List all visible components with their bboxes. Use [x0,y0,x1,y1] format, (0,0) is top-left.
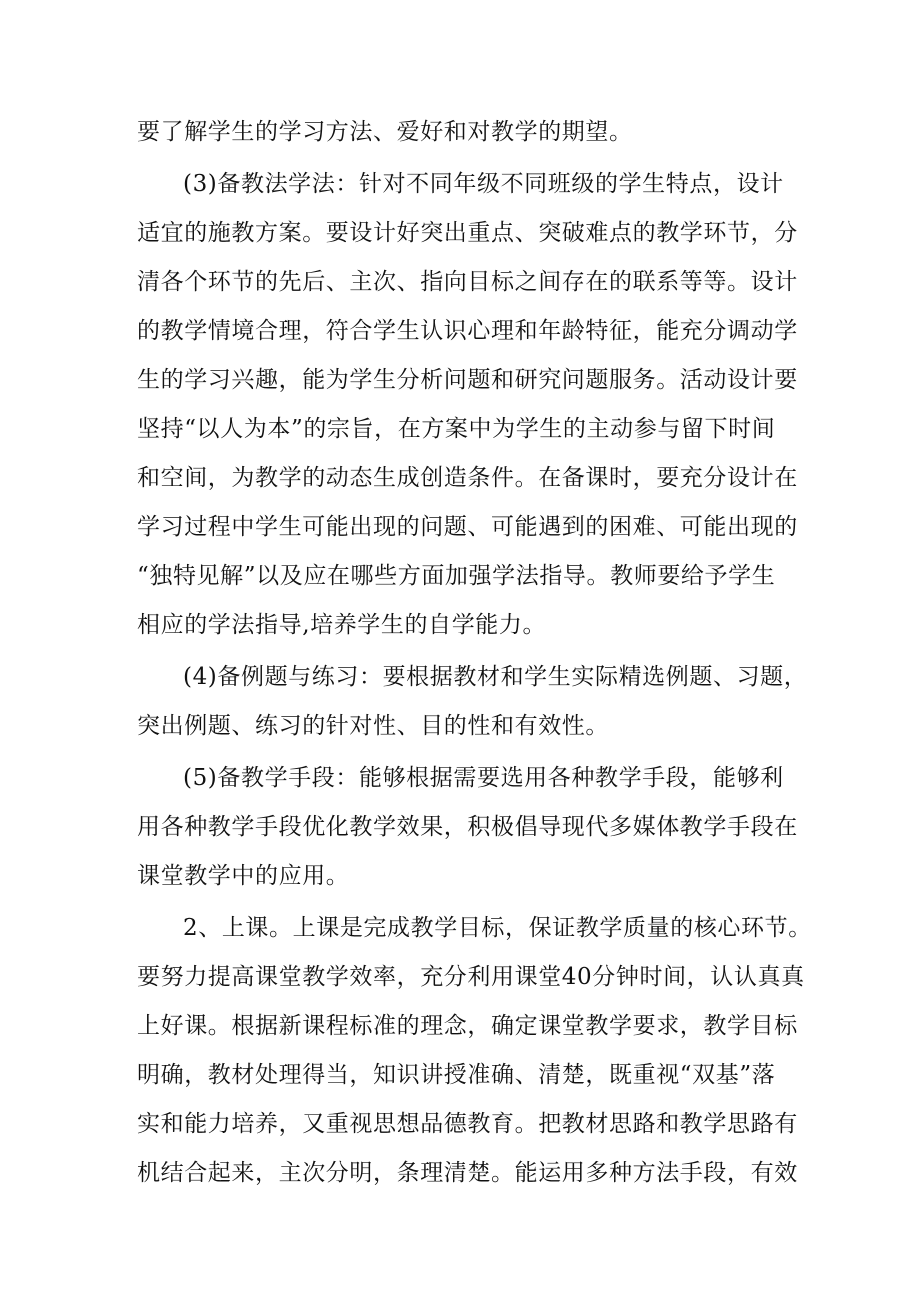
text-line: 适宜的施教方案。要设计好突出重点、突破难点的教学环节，分 [137,220,798,246]
section-2-heading-line: 2、上课。上课是完成教学目标，保证教学质量的核心环节。 [183,915,812,941]
text-line: 实和能力培养，又重视思想品德教育。把教材思路和教学思路有 [137,1111,798,1137]
text-line: 上好课。根据新课程标准的理念，确定课堂教学要求，教学目标 [137,1013,798,1039]
paragraph-4-heading-line: (4)备例题与练习：要根据教材和学生实际精选例题、习题， [183,664,808,690]
text-line: 学习过程中学生可能出现的问题、可能遇到的困难、可能出现的 [137,514,798,540]
text-line: 课堂教学中的应用。 [137,863,350,889]
text-line: 坚持“以人为本”的宗旨，在方案中为学生的主动参与留下时间 [137,416,776,442]
text-line: 要了解学生的学习方法、爱好和对教学的期望。 [137,119,633,145]
text-line: “独特见解”以及应在哪些方面加强学法指导。教师要给予学生 [137,563,776,589]
paragraph-5-heading-line: (5)备教学手段：能够根据需要选用各种教学手段，能够利 [183,765,784,791]
text-line: 用各种教学手段优化教学效果，积极倡导现代多媒体教学手段在 [137,814,798,840]
text-line: 机结合起来，主次分明，条理清楚。能运用多种方法手段，有效 [137,1160,798,1186]
paragraph-3-heading-line: (3)备教法学法：针对不同年级不同班级的学生特点，设计 [183,171,784,197]
text-line: 相应的学法指导,培养学生的自学能力。 [137,612,547,638]
text-line: 明确，教材处理得当，知识讲授准确、清楚，既重视“双基”落 [137,1062,776,1088]
text-line: 的教学情境合理，符合学生认识心理和年龄特征，能充分调动学 [137,318,798,344]
text-line: 生的学习兴趣，能为学生分析问题和研究问题服务。活动设计要 [137,367,798,393]
text-line: 和空间，为教学的动态生成创造条件。在备课时，要充分设计在 [137,465,798,491]
text-line: 清各个环节的先后、主次、指向目标之间存在的联系等等。设计 [137,269,798,295]
text-line: 突出例题、练习的针对性、目的性和有效性。 [137,713,609,739]
text-line: 要努力提高课堂教学效率，充分利用课堂40分钟时间，认认真真 [137,964,805,990]
